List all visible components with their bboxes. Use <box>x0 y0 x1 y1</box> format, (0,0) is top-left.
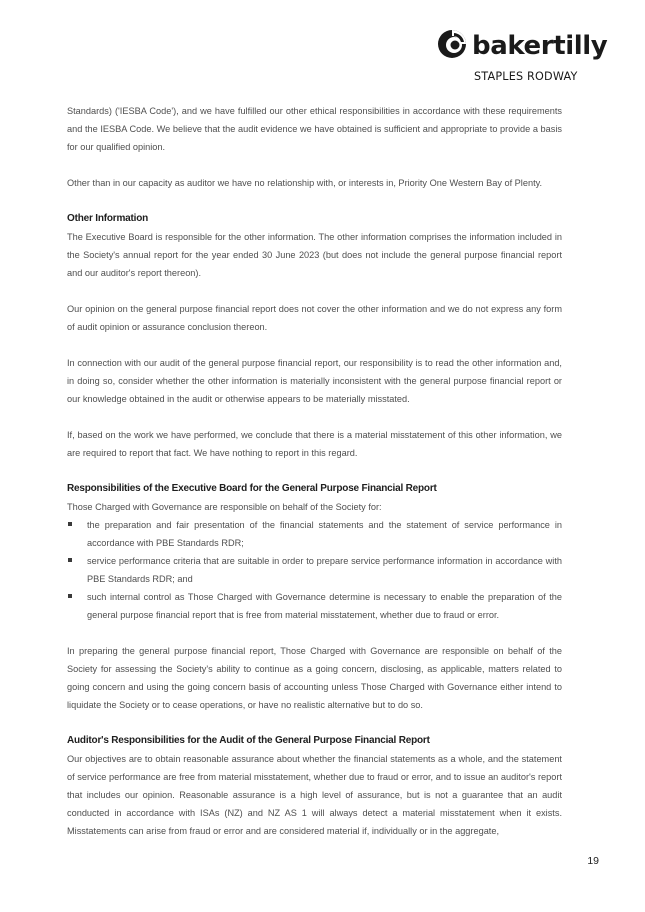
paragraph-relationship: Other than in our capacity as auditor we have no relationship with, or interests in, Priority One Western Bay of Plenty. <box>67 178 543 188</box>
bullet-icon <box>68 522 72 526</box>
paragraph-other-info-3: In connection with our audit of the general purpose financial report, our responsibility is to read the other information and, in doing so, consider whether the other information is materially inconsistent with the general purpose financial report or our knowledge obtained in the audit or otherwise appears to be materially misstated. <box>67 358 562 404</box>
bakertilly-logo <box>436 26 611 88</box>
paragraph-board-intro: Those Charged with Governance are responsible on behalf of the Society for: <box>67 502 382 512</box>
list-item-text: the preparation and fair presentation of the financial statements and the statement of service performance in accordance with PBE Standards RDR; <box>87 520 562 548</box>
document-body <box>67 102 562 840</box>
list-item-text: service performance criteria that are suitable in order to prepare service performance information in accordance with PBE Standards RDR; and <box>87 556 562 584</box>
bakertilly-swirl-icon <box>436 28 470 62</box>
paragraph-other-info-1: The Executive Board is responsible for the other information. The other information comprises the information included in the Society's annual report for the year ended 30 June 2023 (but does not include the general purpose financial report and our auditor's report thereon). <box>67 232 562 278</box>
paragraph-other-info-2: Our opinion on the general purpose financial report does not cover the other information and we do not express any form of audit opinion or assurance conclusion thereon. <box>67 304 562 332</box>
list-item <box>67 552 562 588</box>
bullet-icon <box>68 558 72 562</box>
paragraph-ethics: Standards) ('IESBA Code'), and we have fulfilled our other ethical responsibilities in accordance with these requirements and the IESBA Code. We believe that the audit evidence we have obtained is sufficient and appropriate to provide a basis for our qualified opinion. <box>67 106 562 152</box>
list-item <box>67 516 562 552</box>
paragraph-auditor-objectives: Our objectives are to obtain reasonable assurance about whether the financial statements as a whole, and the statement of service performance are free from material misstatement, whether due to fraud or error, and to issue an auditor's report that includes our opinion. Reasonable assurance is a high level of assurance, but is not a guarantee that an audit conducted in accordance with ISAs (NZ) and NZ AS 1 will always detect a material misstatement when it exists. Misstatements can arise from fraud or error and are considered material if, individually or in the aggregate, <box>67 754 562 836</box>
logo-wordmark: bakertilly <box>472 31 608 61</box>
page-number: 19 <box>587 855 599 867</box>
list-item <box>67 588 562 624</box>
heading-board-responsibilities: Responsibilities of the Executive Board for the General Purpose Financial Report <box>67 483 437 494</box>
bullet-icon <box>68 594 72 598</box>
heading-other-information: Other Information <box>67 213 149 224</box>
board-responsibilities-list <box>67 516 562 624</box>
paragraph-going-concern: In preparing the general purpose financial report, Those Charged with Governance are responsible on behalf of the Society for assessing the Society's ability to continue as a going concern, disclosing, as applicable, matters related to going concern and using the going concern basis of accounting unless Those Charged with Governance either intend to liquidate the Society or to cease operations, or have no realistic alternative but to do so. <box>67 646 562 710</box>
paragraph-other-info-4: If, based on the work we have performed, we conclude that there is a material misstatement of this other information, we are required to report that fact. We have nothing to report in this regard. <box>67 430 562 458</box>
list-item-text: such internal control as Those Charged with Governance determine is necessary to enable the preparation of the general purpose financial report that is free from material misstatement, whether due to fraud or error. <box>87 592 562 620</box>
logo-subtitle: STAPLES RODWAY <box>474 70 578 83</box>
heading-auditor-responsibilities: Auditor's Responsibilities for the Audit of the General Purpose Financial Report <box>67 735 430 746</box>
